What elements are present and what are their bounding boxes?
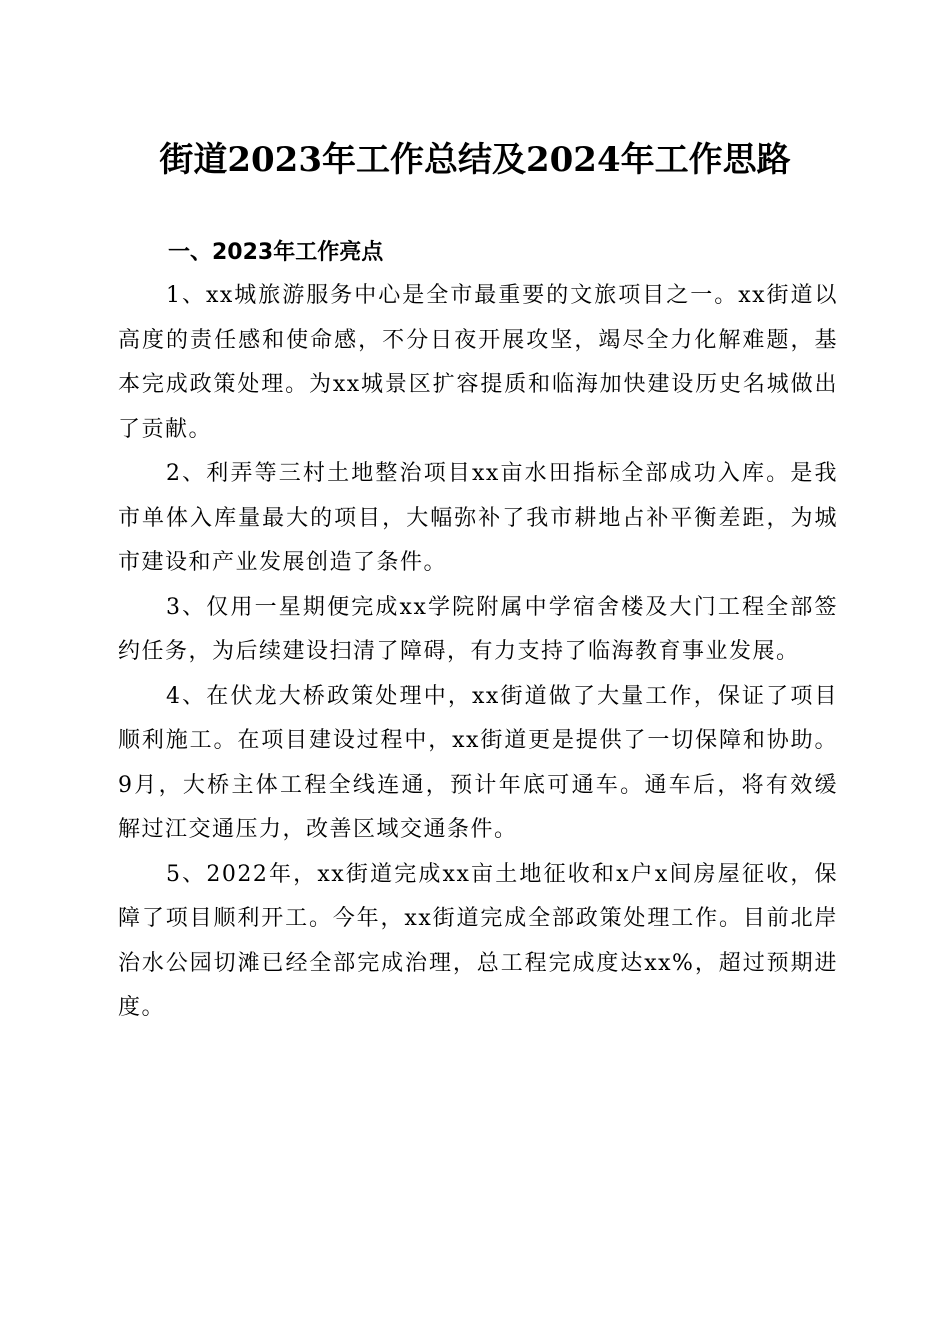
document-title: 街道2023年工作总结及2024年工作思路 xyxy=(159,140,791,180)
paragraph-5: 5、2022年，xx街道完成xx亩土地征收和x户x间房屋征收，保障了项目顺利开工。今年，xx街道完成全部政策处理工作。目前北岸治水公园切滩已经全部完成治理，总工程完成度达xx%，超过预期进度。 xyxy=(118,861,838,1020)
document-body xyxy=(118,232,838,1031)
paragraph-4: 4、在伏龙大桥政策处理中，xx街道做了大量工作，保证了项目顺利施工。在项目建设过程中，xx街道更是提供了一切保障和协助。9月，大桥主体工程全线连通，预计年底可通车。通车后，将有效缓解过江交通压力，改善区域交通条件。 xyxy=(118,683,838,842)
paragraph-1: 1、xx城旅游服务中心是全市最重要的文旅项目之一。xx街道以高度的责任感和使命感，不分日夜开展攻坚，竭尽全力化解难题，基本完成政策处理。为xx城景区扩容提质和临海加快建设历史名城做出了贡献。 xyxy=(118,283,838,442)
section-heading: 一、2023年工作亮点 xyxy=(168,240,384,265)
paragraph-2: 2、利弄等三村土地整治项目xx亩水田指标全部成功入库。是我市单体入库量最大的项目，大幅弥补了我市耕地占补平衡差距，为城市建设和产业发展创造了条件。 xyxy=(118,461,838,575)
paragraph-3: 3、仅用一星期便完成xx学院附属中学宿舍楼及大门工程全部签约任务，为后续建设扫清了障碍，有力支持了临海教育事业发展。 xyxy=(118,594,838,664)
